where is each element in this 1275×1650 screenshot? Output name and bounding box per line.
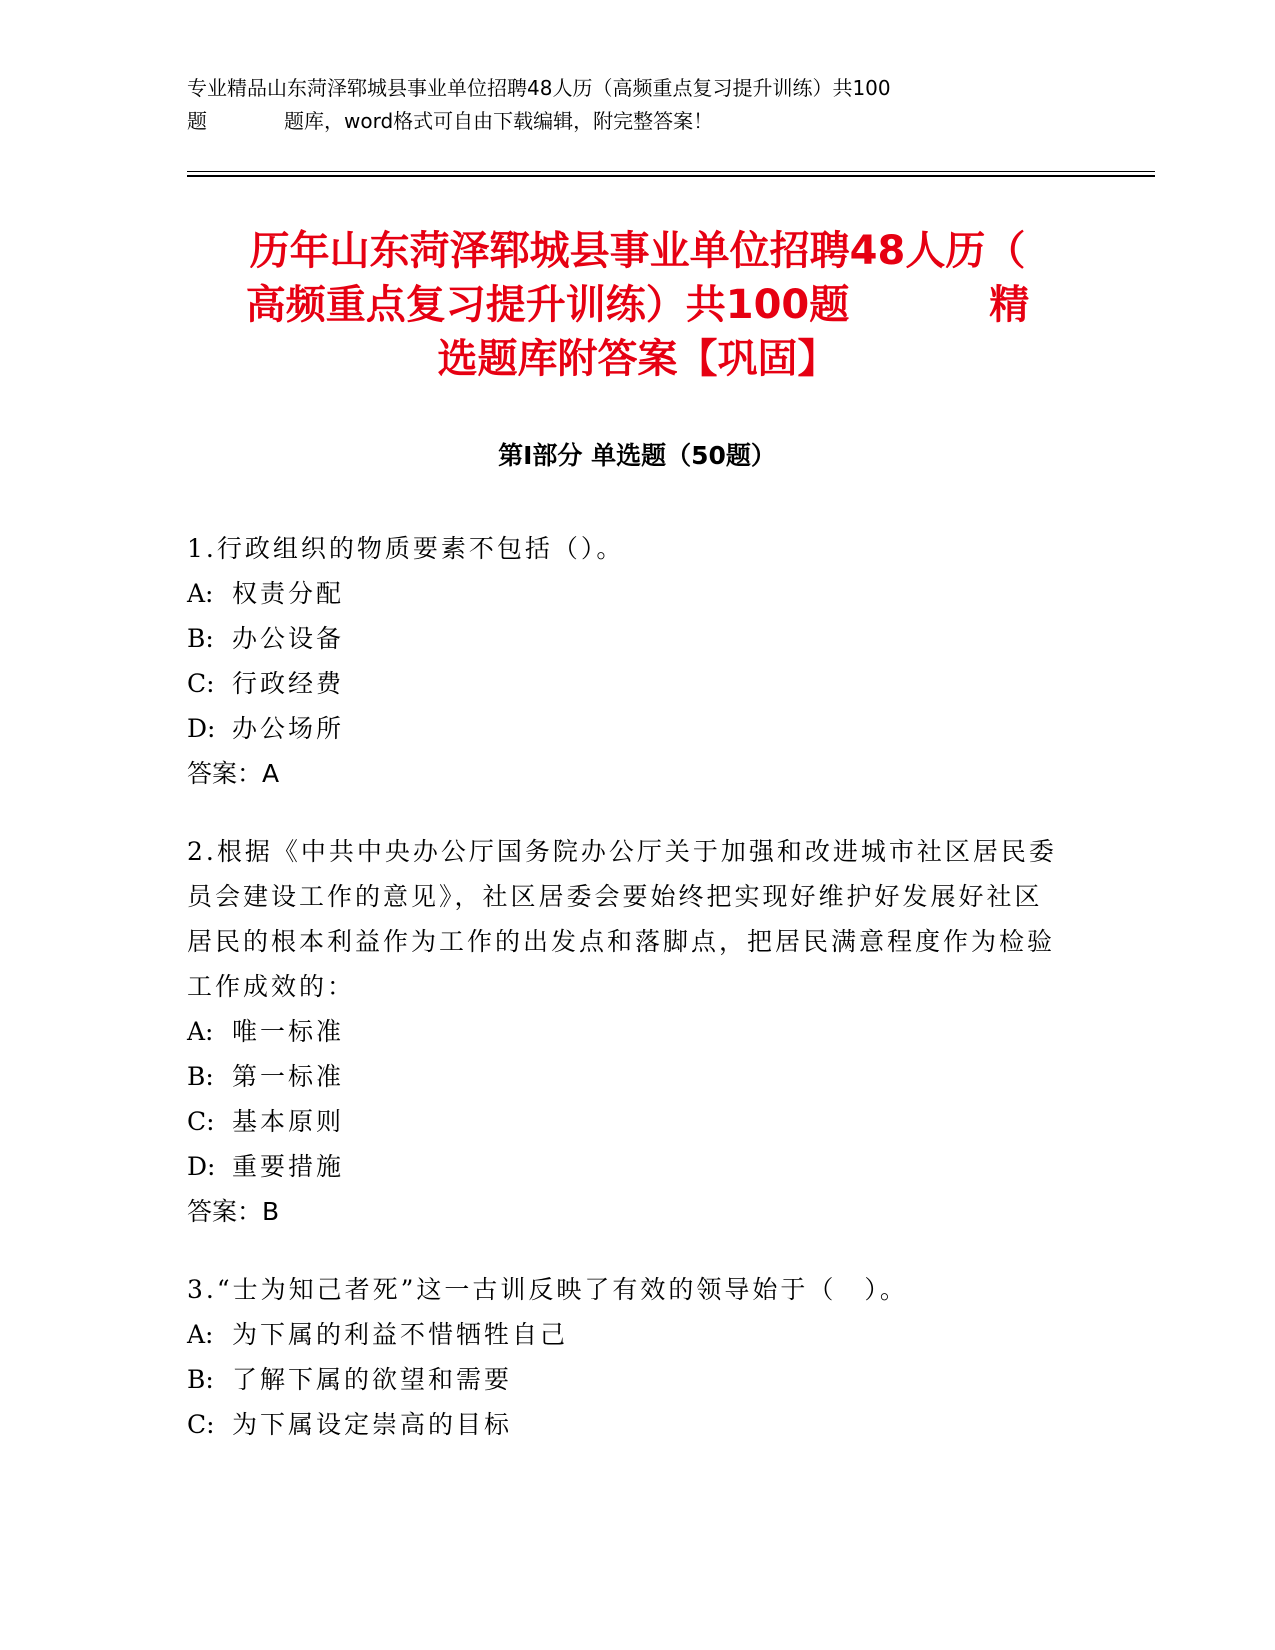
section-title: 第Ⅰ部分 单选题（50题） bbox=[498, 441, 776, 470]
option-b bbox=[187, 1054, 1067, 1099]
header-note-line1: 专业精品山东菏泽郓城县事业单位招聘48人历（高频重点复习提升训练）共100 bbox=[187, 76, 891, 100]
option-b bbox=[187, 1357, 1067, 1402]
option-letter: C: bbox=[187, 1107, 215, 1136]
option-letter: C: bbox=[187, 669, 215, 698]
document-title bbox=[180, 224, 1095, 386]
option-a bbox=[187, 571, 1067, 616]
title-line-1: 历年山东菏泽郓城县事业单位招聘48人历（ bbox=[249, 228, 1026, 274]
answer: 答案：A bbox=[187, 759, 280, 788]
option-a bbox=[187, 1009, 1067, 1054]
question-stem: 3.“士为知己者死”这一古训反映了有效的领导始于（ ）。 bbox=[187, 1275, 908, 1304]
header-note bbox=[187, 72, 1067, 138]
question-stem: 1.行政组织的物质要素不包括（）。 bbox=[187, 534, 625, 563]
question-list bbox=[187, 526, 1067, 1480]
option-letter: A: bbox=[187, 1017, 214, 1046]
header-note-line2-lead: 题 bbox=[187, 109, 207, 133]
title-line-3: 选题库附答案【巩固】 bbox=[437, 336, 838, 382]
question-3 bbox=[187, 1267, 1067, 1447]
question-stem: 2.根据《中共中央办公厅国务院办公厅关于加强和改进城市社区居民委员会建设工作的意见》，社区居委会要始终把实现好维护好发展好社区居民的根本利益作为工作的出发点和落脚点，把居民满意程度作为检验工作成效的： bbox=[187, 837, 1057, 1001]
option-letter: B: bbox=[187, 624, 214, 653]
title-line-2a: 高频重点复习提升训练）共100题 bbox=[245, 282, 850, 328]
option-text: 重要措施 bbox=[232, 1152, 345, 1181]
option-text: 行政经费 bbox=[232, 669, 345, 698]
option-letter: D: bbox=[187, 714, 216, 743]
option-letter: A: bbox=[187, 579, 214, 608]
option-letter: D: bbox=[187, 1152, 216, 1181]
option-d bbox=[187, 706, 1067, 751]
title-line-2b: 精 bbox=[989, 282, 1030, 328]
option-letter: B: bbox=[187, 1062, 214, 1091]
option-text: 为下属设定崇高的目标 bbox=[232, 1410, 513, 1439]
option-text: 唯一标准 bbox=[232, 1017, 345, 1046]
option-text: 为下属的利益不惜牺牲自己 bbox=[232, 1320, 569, 1349]
option-c bbox=[187, 661, 1067, 706]
header-divider-thin bbox=[187, 171, 1155, 172]
option-letter: B: bbox=[187, 1365, 214, 1394]
option-b bbox=[187, 616, 1067, 661]
option-c bbox=[187, 1402, 1067, 1447]
option-letter: A: bbox=[187, 1320, 214, 1349]
option-d bbox=[187, 1144, 1067, 1189]
option-text: 第一标准 bbox=[232, 1062, 345, 1091]
option-text: 了解下属的欲望和需要 bbox=[232, 1365, 513, 1394]
answer: 答案：B bbox=[187, 1197, 280, 1226]
option-text: 基本原则 bbox=[232, 1107, 345, 1136]
option-text: 权责分配 bbox=[232, 579, 345, 608]
title-line-2 bbox=[180, 278, 1095, 332]
header-note-line2 bbox=[187, 105, 1067, 138]
question-2 bbox=[187, 829, 1067, 1234]
question-1 bbox=[187, 526, 1067, 796]
header-divider-thick bbox=[187, 175, 1155, 177]
header-note-line2-rest: 题库，word格式可自由下载编辑，附完整答案！ bbox=[284, 109, 714, 133]
option-letter: C: bbox=[187, 1410, 215, 1439]
option-a bbox=[187, 1312, 1067, 1357]
option-text: 办公场所 bbox=[232, 714, 345, 743]
option-text: 办公设备 bbox=[232, 624, 345, 653]
option-c bbox=[187, 1099, 1067, 1144]
